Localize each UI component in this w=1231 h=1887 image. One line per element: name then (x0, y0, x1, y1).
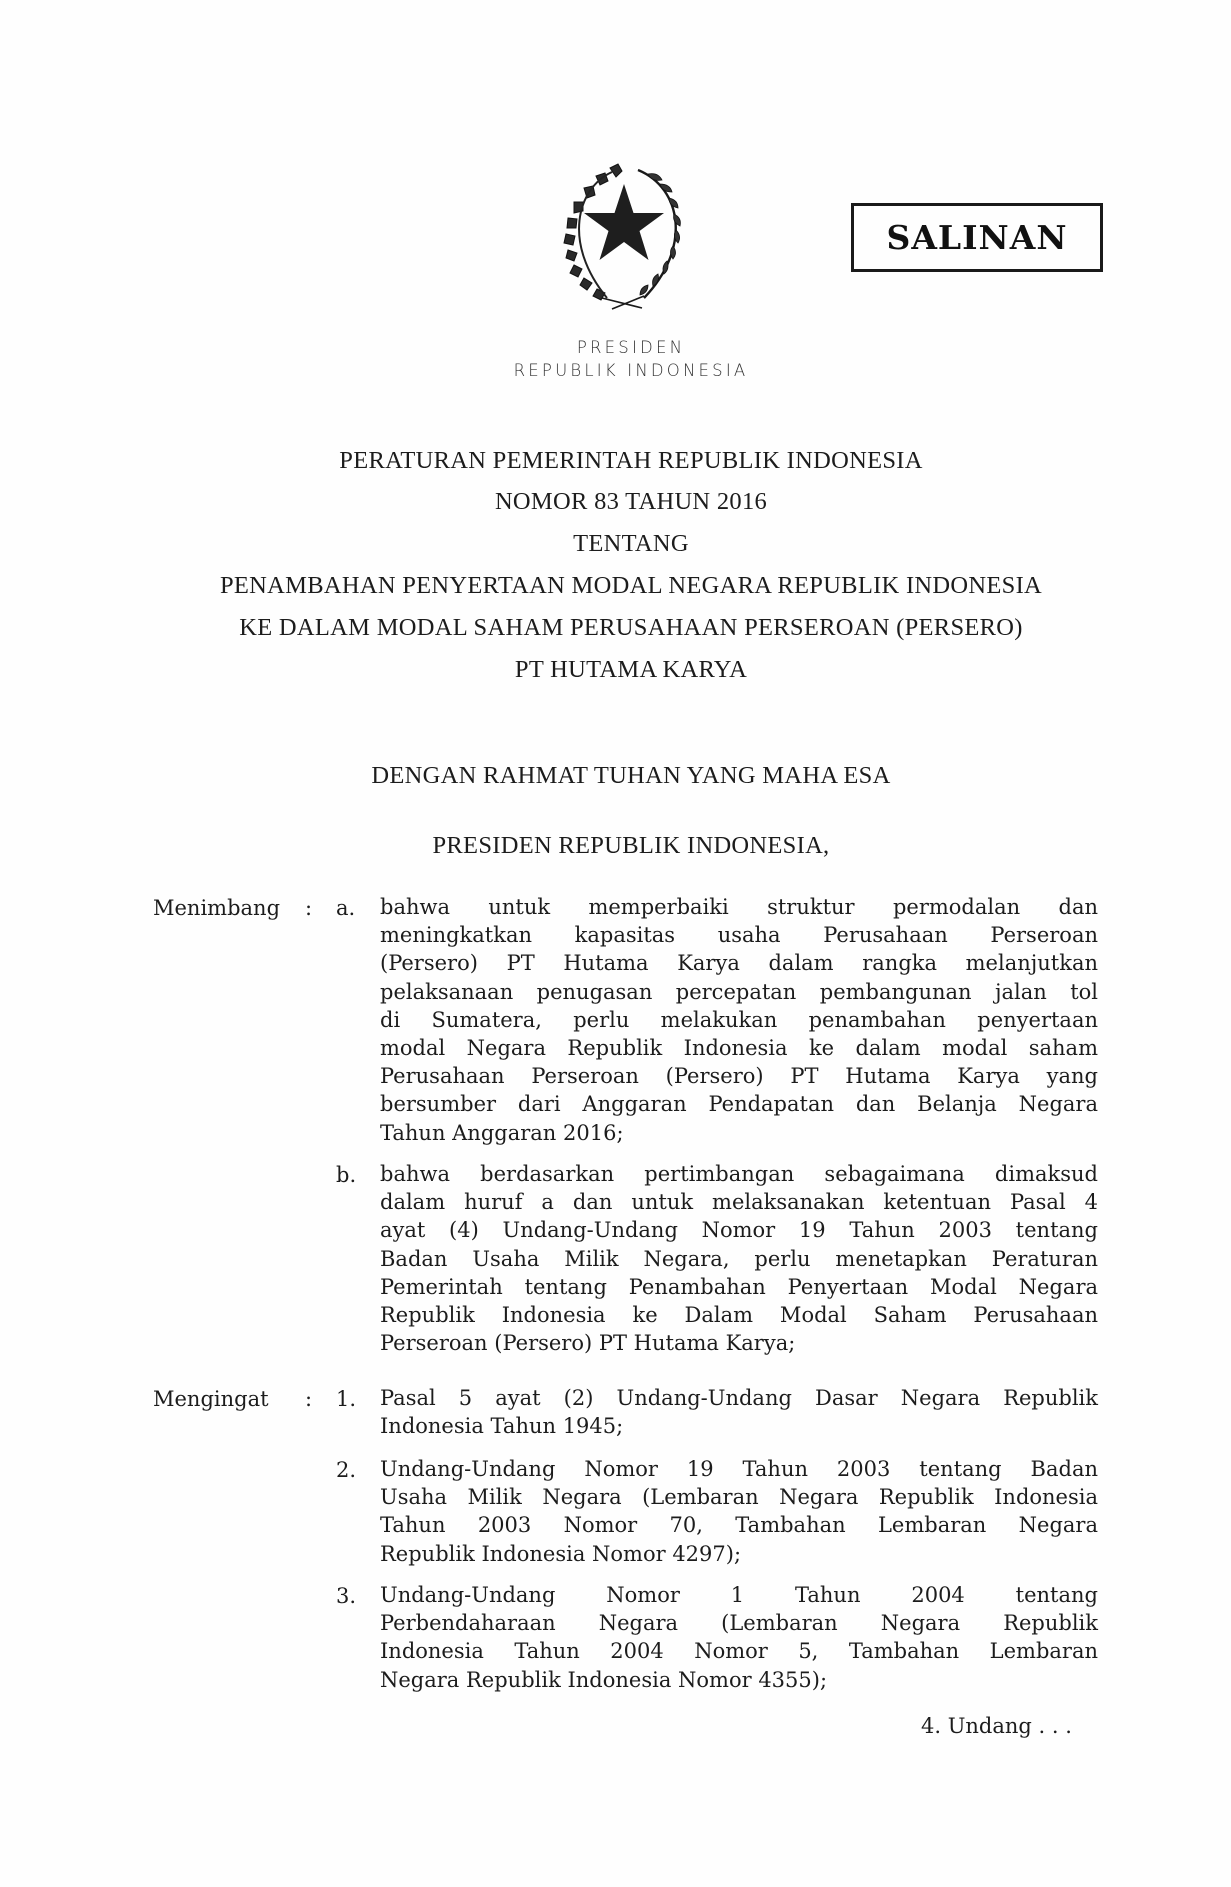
item-marker: b. (336, 1163, 357, 1187)
text-line: modal Negara Republik Indonesia ke dalam modal saham (380, 1035, 1098, 1060)
title-line: PENAMBAHAN PENYERTAAN MODAL NEGARA REPUBLIK INDONESIA (219, 572, 1043, 599)
text-line: Pasal 5 ayat (2) Undang-Undang Dasar Negara Republik (380, 1386, 1098, 1410)
title-line: TENTANG (573, 530, 689, 557)
menimbang-item-b (380, 1160, 1098, 1357)
item-marker: 3. (336, 1584, 357, 1608)
title-line: NOMOR 83 TAHUN 2016 (494, 488, 768, 515)
mengingat-item-1 (380, 1384, 1098, 1440)
text-line: Indonesia Tahun 2004 Nomor 5, Tambahan Lembaran (380, 1639, 1098, 1664)
menimbang-colon: : (305, 896, 313, 920)
text-line: bersumber dari Anggaran Pendapatan dan Belanja Negara (380, 1092, 1098, 1117)
salinan-label: SALINAN (886, 218, 1068, 257)
text-line: Badan Usaha Milik Negara, perlu menetapkan Peraturan (380, 1246, 1098, 1271)
mengingat-item-2 (380, 1455, 1098, 1568)
text-line: Indonesia Tahun 1945; (380, 1414, 624, 1439)
text-line: Negara Republik Indonesia Nomor 4355); (380, 1667, 828, 1692)
text-line: Tahun 2003 Nomor 70, Tambahan Lembaran Negara (380, 1513, 1098, 1538)
letterhead-line-presiden: PRESIDEN (576, 338, 686, 357)
title-line: PERATURAN PEMERINTAH REPUBLIK INDONESIA (339, 447, 923, 474)
text-line: di Sumatera, perlu melakukan penambahan penyertaan (380, 1007, 1098, 1032)
text-line: Perseroan (Persero) PT Hutama Karya; (380, 1331, 796, 1356)
text-line: dalam huruf a dan untuk melaksanakan ketentuan Pasal 4 (380, 1190, 1098, 1215)
text-line: Pemerintah tentang Penambahan Penyertaan Modal Negara (380, 1274, 1098, 1299)
item-marker: 1. (336, 1387, 357, 1411)
text-line: pelaksanaan penugasan percepatan pembangunan jalan tol (380, 979, 1098, 1004)
item-marker: 2. (336, 1458, 357, 1482)
text-line: Republik Indonesia Nomor 4297); (380, 1541, 742, 1566)
menimbang-label: Menimbang (153, 896, 281, 920)
text-line: (Persero) PT Hutama Karya dalam rangka melanjutkan (380, 951, 1098, 976)
item-marker: a. (336, 896, 356, 920)
text-line: meningkatkan kapasitas usaha Perusahaan Perseroan (380, 923, 1098, 948)
presidential-emblem-icon (552, 158, 696, 310)
text-line: bahwa berdasarkan pertimbangan sebagaimana dimaksud (380, 1162, 1098, 1186)
mengingat-colon: : (305, 1387, 313, 1411)
text-line: ayat (4) Undang-Undang Nomor 19 Tahun 2003 tentang (380, 1218, 1098, 1243)
text-line: Usaha Milik Negara (Lembaran Negara Republik Indonesia (380, 1485, 1098, 1510)
text-line: Perusahaan Perseroan (Persero) PT Hutama Karya yang (380, 1064, 1098, 1089)
salinan-stamp (851, 203, 1103, 272)
text-line: bahwa untuk memperbaiki struktur permodalan dan (380, 895, 1098, 919)
title-line: KE DALAM MODAL SAHAM PERUSAHAAN PERSEROAN (PERSERO) (239, 614, 1023, 641)
text-line: Republik Indonesia ke Dalam Modal Saham Perusahaan (380, 1302, 1098, 1327)
mengingat-label: Mengingat (153, 1387, 269, 1411)
text-line: Perbendaharaan Negara (Lembaran Negara Republik (380, 1611, 1098, 1636)
title-line: PT HUTAMA KARYA (514, 656, 748, 683)
mengingat-item-3 (380, 1581, 1098, 1694)
text-line: Undang-Undang Nomor 1 Tahun 2004 tentang (380, 1583, 1098, 1607)
invocation: DENGAN RAHMAT TUHAN YANG MAHA ESA (371, 762, 891, 789)
menimbang-item-a (380, 893, 1098, 1147)
text-line: Undang-Undang Nomor 19 Tahun 2003 tentang Badan (380, 1457, 1098, 1481)
issuer: PRESIDEN REPUBLIK INDONESIA, (432, 832, 830, 859)
page-continuation: 4. Undang . . . (921, 1714, 1072, 1738)
text-line: Tahun Anggaran 2016; (380, 1120, 624, 1145)
letterhead-line-republik: REPUBLIK INDONESIA (513, 361, 749, 380)
